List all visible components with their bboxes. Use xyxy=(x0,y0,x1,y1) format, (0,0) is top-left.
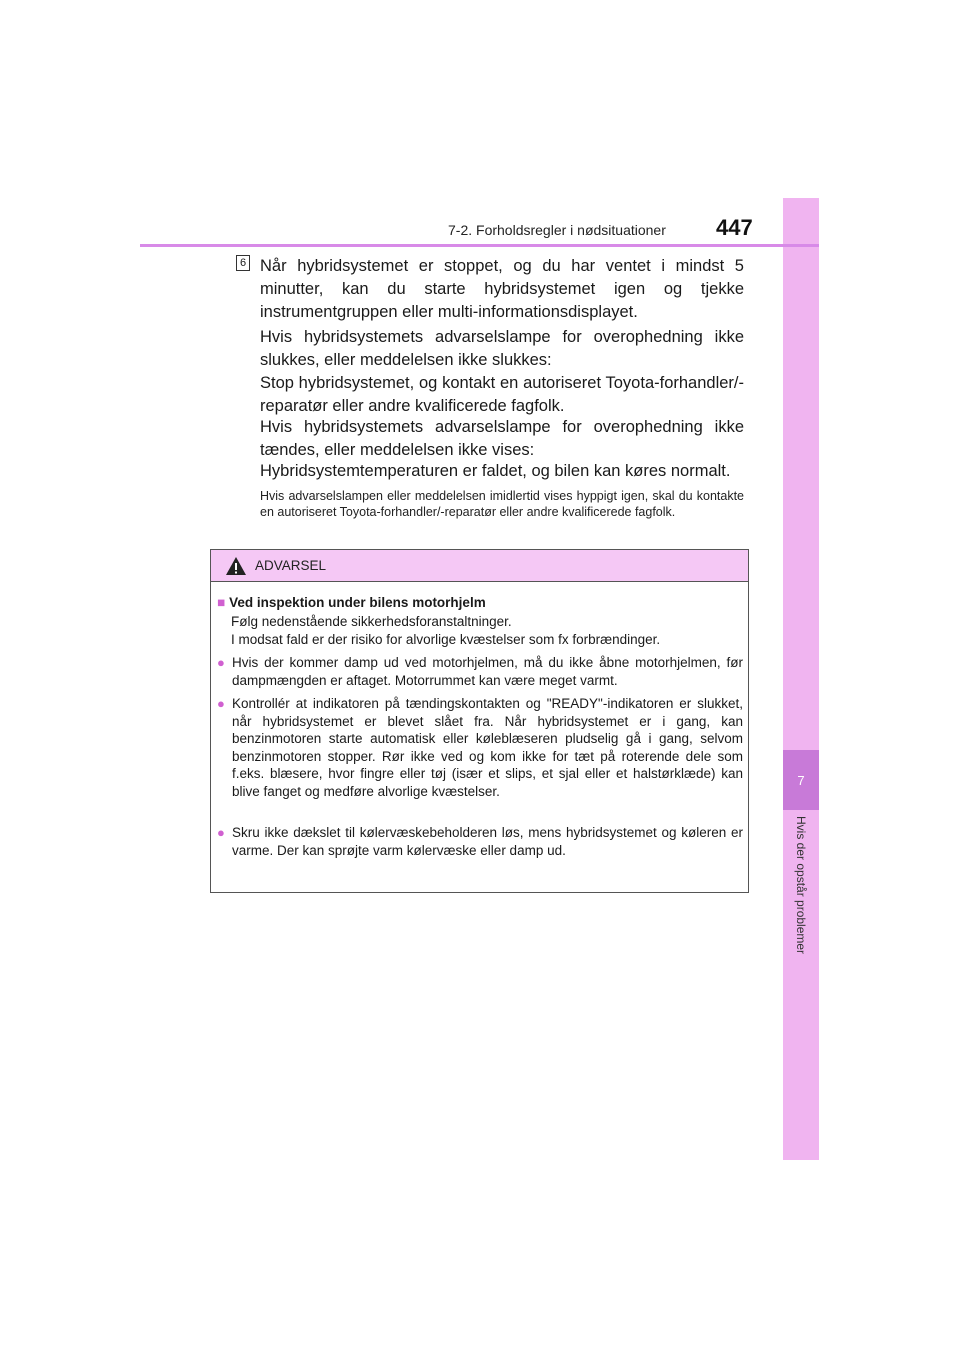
square-bullet-icon: ■ xyxy=(217,595,226,610)
warning-intro-line: I modsat fald er der risiko for alvorlige kvæstelser som fx forbrændinger. xyxy=(231,632,661,647)
step-paragraph: Hvis hybridsystemets advarselslampe for overophedning ikke slukkes, eller meddelelsen ikke slukkes: xyxy=(260,328,744,369)
warning-intro-line: Følg nedenstående sikkerhedsforanstaltninger. xyxy=(231,614,512,629)
warning-heading-text: Ved inspektion under bilens motorhjelm xyxy=(229,595,486,610)
section-title: 7-2. Forholdsregler i nødsituationer xyxy=(448,222,666,238)
warning-heading xyxy=(217,595,486,610)
warning-bullet-text: Hvis der kommer damp ud ved motorhjelmen, må du ikke åbne motorhjelmen, før dampmængden er aftaget. Motorrummet kan være meget varmt. xyxy=(232,655,743,688)
warning-bullet xyxy=(217,654,743,689)
circle-bullet-icon: ● xyxy=(217,825,225,840)
page-number: 447 xyxy=(716,215,753,240)
step-paragraph: Stop hybridsystemet, og kontakt en autoriseret Toyota-forhandler/-reparatør eller andre kvalificerede fagfolk. xyxy=(260,374,744,415)
step-note: Hvis advarselslampen eller meddelelsen imidlertid vises hyppigt igen, skal du kontakte en autoriseret Toyota-forhandler/-reparatør eller andre kvalificerede fagfolk. xyxy=(260,489,744,519)
step-number: 6 xyxy=(236,255,250,271)
warning-box xyxy=(210,549,749,893)
chapter-title: Hvis der opstår problemer xyxy=(794,816,808,955)
circle-bullet-icon: ● xyxy=(217,696,225,711)
circle-bullet-icon: ● xyxy=(217,655,225,670)
warning-bullet xyxy=(217,695,743,800)
warning-triangle-icon xyxy=(225,556,247,576)
step-paragraph: Når hybridsystemet er stoppet, og du har ventet i mindst 5 minutter, kan du starte hybridsystemet igen og tjekke instrumentgruppen eller multi-informationsdisplayet. xyxy=(260,257,744,321)
warning-bullet-text: Skru ikke dækslet til kølervæskebeholderen løs, mens hybridsystemet og køleren er varme. Der kan sprøjte varm kølervæske eller damp ud. xyxy=(232,825,743,858)
step-paragraph: Hvis hybridsystemets advarselslampe for overophedning ikke tændes, eller meddelelsen ikke vises: xyxy=(260,418,744,459)
header-divider xyxy=(140,244,819,247)
warning-bullet-text: Kontrollér at indikatoren på tændingskontakten og "READY"-indikatoren er slukket, når hybridsystemet er blevet slået fra. Når hybridsystemet er i gang, kan benzinmotoren starte automatisk eller køleblæseren pludselig gå i gang, selvom benzinmotoren stopper. Rør ikke ved og kom ikke for tæt på roterende dele som f.eks. blæsere, hvor fingre eller tøj (især et slips, et sjal eller et halstørklæde) kan blive fanget og medføre alvorlige kvæstelser. xyxy=(232,696,743,799)
warning-title: ADVARSEL xyxy=(255,558,327,573)
chapter-side-tab xyxy=(783,198,819,1160)
chapter-number: 7 xyxy=(783,750,819,810)
warning-header xyxy=(211,550,748,582)
warning-bullet xyxy=(217,824,743,859)
step-paragraph: Hybridsystemtemperaturen er faldet, og bilen kan køres normalt. xyxy=(260,462,731,480)
